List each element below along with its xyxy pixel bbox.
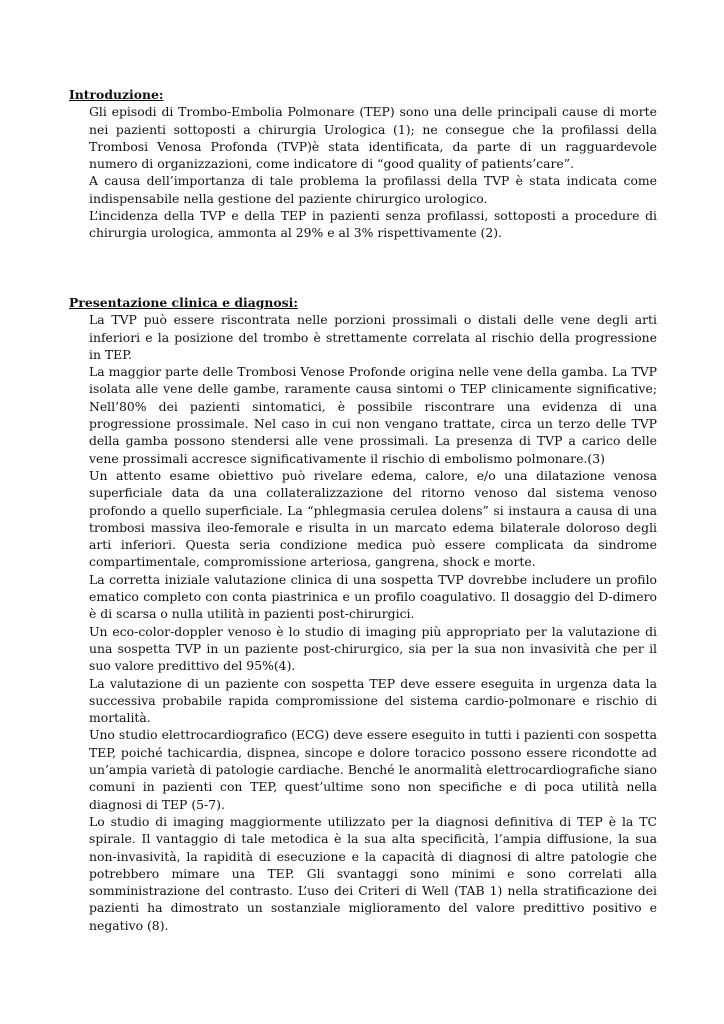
section-heading: Introduzione: (69, 87, 164, 102)
paragraph: La valutazione di un paziente con sospetta TEP deve essere eseguita in urgenza data la successiva probabile rapida compromissione del sistema cardio-polmonare e rischio di mortalità. (89, 675, 657, 726)
paragraph: Un eco-color-doppler venoso è lo studio di imaging più appropriato per la valutazione di una sospetta TVP in un paziente post-chirurgico, sia per la sua non invasività che per il suo valore predittivo del 95%(4). (89, 623, 657, 674)
paragraph: A causa dell’importanza di tale problema la profilassi della TVP è stata indicata come indispensabile nella gestione del paziente chirurgico urologico. (89, 173, 657, 206)
paragraph: Uno studio elettrocardiografico (ECG) deve essere eseguito in tutti i pazienti con sospetta TEP, poiché tachicardia, dispnea, sincope e dolore toracico possono essere ricondotte ad un’ampia varietà di patologie cardiache. Benché le anormalità elettrocardiografiche siano comuni in pazienti con TEP, quest’ultime sono non specifiche e di poca utilità nella diagnosi di TEP (5-7). (89, 727, 657, 812)
section-presentazione-clinica (69, 294, 657, 934)
paragraph: Un attento esame obiettivo può rivelare edema, calore, e/o una dilatazione venosa superficiale data da una collateralizzazione del ritorno venoso dal sistema venoso profondo a quello superficiale. La “phlegmasia cerulea dolens” si instaura a causa di una trombosi massiva ileo-femorale e risulta in un marcato edema bilaterale doloroso degli arti inferiori. Questa seria condizione medica può essere complicata da sindrome compartimentale, compromissione arteriosa, gangrena, shock e morte. (89, 467, 657, 570)
paragraph: La TVP può essere riscontrata nelle porzioni prossimali o distali delle vene degli arti inferiori e la posizione del trombo è strettamente correlata al rischio della progressione in TEP. (89, 312, 657, 362)
paragraph: Lo studio di imaging maggiormente utilizzato per la diagnosi definitiva di TEP è la TC spirale. Il vantaggio di tale metodica è la sua alta specificità, l’ampia diffusione, la sua non-invasività, la rapidità di esecuzione e la capacità di diagnosi di altre patologie che potrebbero mimare una TEP. Gli svantaggi sono minimi e sono correlati alla somministrazione del contrasto. L’uso dei Criteri di Well (TAB 1) nella stratificazione dei pazienti ha dimostrato un sostanziale miglioramento del valore predittivo positivo e negativo (8). (89, 813, 657, 933)
section-heading: Presentazione clinica e diagnosi: (69, 295, 298, 310)
paragraph: La maggior parte delle Trombosi Venose Profonde origina nelle vene della gamba. La TVP isolata alle vene delle gambe, raramente causa sintomi o TEP clinicamente significative; Nell’80% dei pazienti sintomatici, è possibile riscontrare una evidenza di una progressione prossimale. Nel caso in cui non vengano trattate, circa un terzo delle TVP della gamba possono stendersi alle vene prossimali. La presenza di TVP a carico delle vene prossimali accresce significativamente il rischio di embolismo polmonare.(3) (89, 364, 657, 466)
paragraph: La corretta iniziale valutazione clinica di una sospetta TVP dovrebbe includere un profilo ematico completo con conta piastrinica e un profilo coagulativo. Il dosaggio del D-dimero è di scarsa o nulla utilità in pazienti post-chirurgici. (89, 571, 657, 622)
section-introduzione (69, 86, 657, 242)
paragraph: Gli episodi di Trombo-Embolia Polmonare (TEP) sono una delle principali cause di morte nei pazienti sottoposti a chirurgia Urologica (1); ne consegue che la profilassi della Trombosi Venosa Profonda (TVP)è stata identificata, da parte di un ragguardevole numero di organizzazioni, come indicatore di “good quality of patients’care”. (89, 104, 657, 172)
paragraph: L’incidenza della TVP e della TEP in pazienti senza profilassi, sottoposti a procedure di chirurgia urologica, ammonta al 29% e al 3% rispettivamente (2). (89, 208, 657, 241)
section-body (89, 103, 657, 241)
section-body (89, 311, 657, 934)
